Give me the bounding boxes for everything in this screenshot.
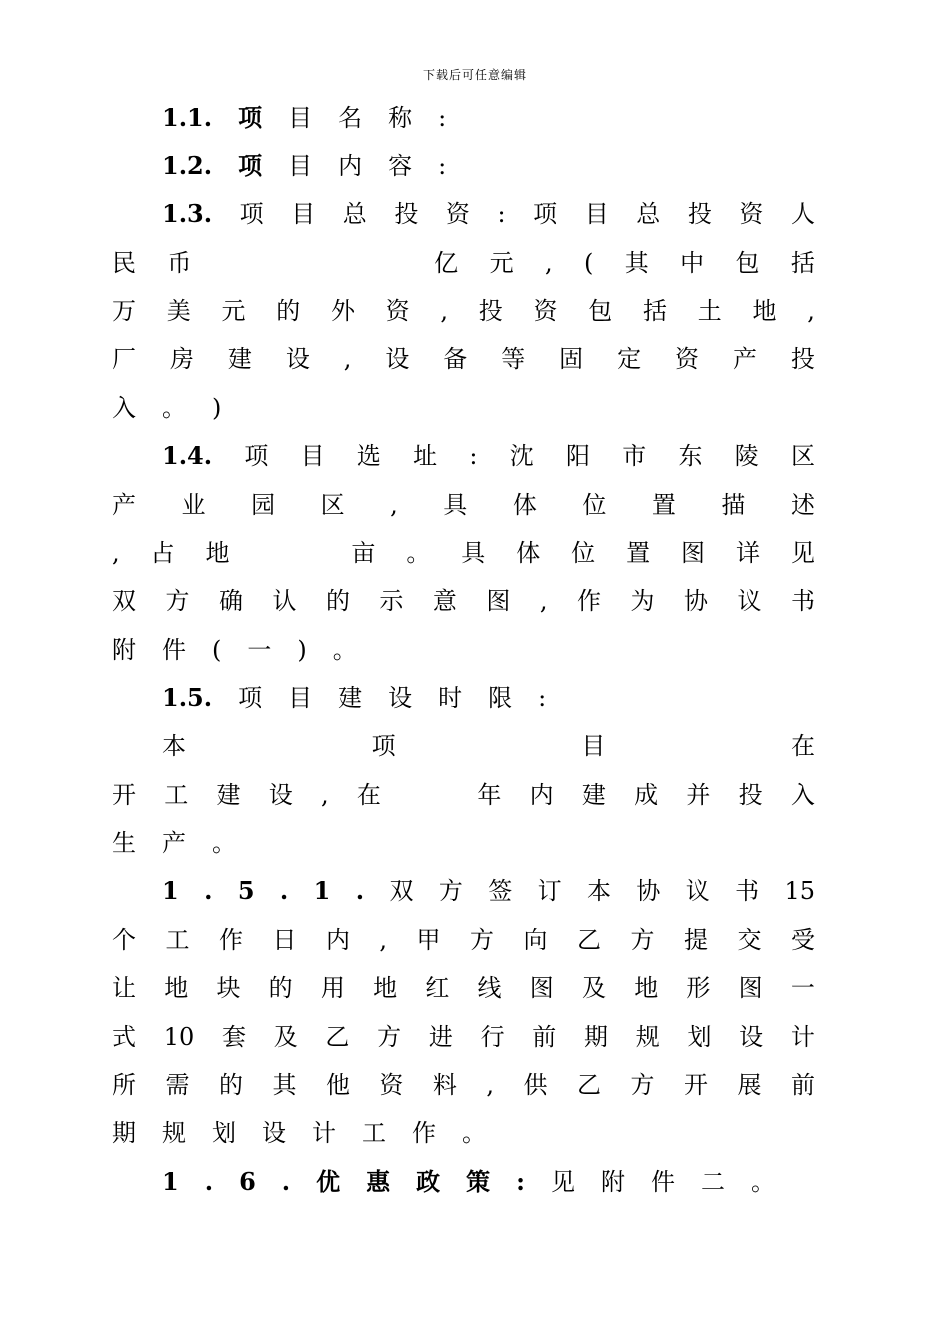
text-token: 优 <box>316 1167 341 1196</box>
text-token: 设 <box>388 684 413 712</box>
text-token: 资 <box>445 200 470 228</box>
text-token: 亿 <box>434 249 459 277</box>
text-token: 用 <box>320 974 345 1002</box>
text-token: 线 <box>477 974 502 1002</box>
text-token: 具 <box>461 539 486 567</box>
text-token: 1 <box>162 1167 179 1196</box>
text-token: 投 <box>790 345 815 373</box>
text-token: 元 <box>489 249 514 277</box>
text-token: 地 <box>752 297 777 325</box>
text-token: 外 <box>330 297 355 325</box>
text-line <box>112 248 815 278</box>
text-token: 议 <box>685 877 710 905</box>
text-token: 目 <box>288 684 313 712</box>
text-token: 元 <box>221 297 246 325</box>
text-token: 供 <box>523 1071 548 1099</box>
text-token: 区 <box>320 491 345 519</box>
text-token: 方 <box>630 1071 655 1099</box>
text-token: 惠 <box>366 1167 391 1196</box>
text-token: 区 <box>790 442 815 470</box>
text-token: 时 <box>438 684 463 712</box>
text-line <box>112 296 815 326</box>
text-line <box>162 441 815 471</box>
text-token: 块 <box>216 974 241 1002</box>
text-line <box>162 1167 815 1197</box>
text-token: 料 <box>432 1071 457 1099</box>
text-token: 及 <box>273 1023 298 1051</box>
text-token: 及 <box>581 974 606 1002</box>
text-line <box>112 344 815 374</box>
text-token: 的 <box>218 1071 243 1099</box>
text-token: 划 <box>212 1119 236 1147</box>
text-token: 民 <box>112 249 136 277</box>
text-token: 附 <box>112 636 136 664</box>
text-token: 10 <box>163 1023 195 1051</box>
text-token: 产 <box>732 345 757 373</box>
text-token: . <box>355 876 365 905</box>
text-token: 见 <box>790 539 815 567</box>
text-token: 所 <box>112 1071 136 1099</box>
text-token: , <box>486 1071 495 1099</box>
text-token: 6 <box>239 1167 256 1196</box>
text-token: 。 <box>406 539 431 567</box>
text-token: ( <box>212 636 222 664</box>
text-token: 一 <box>247 636 272 664</box>
text-token: 套 <box>221 1023 246 1051</box>
text-token: 开 <box>112 781 136 809</box>
text-token: 二 <box>700 1168 725 1196</box>
text-token: 件 <box>162 636 186 664</box>
text-token: 划 <box>687 1023 712 1051</box>
text-token: 乙 <box>577 1071 601 1099</box>
text-token: , <box>440 297 449 325</box>
text-token: 期 <box>112 1119 136 1147</box>
text-token: 置 <box>626 539 651 567</box>
text-token: 1 <box>162 876 179 905</box>
text-token: 包 <box>735 249 760 277</box>
text-token: 他 <box>325 1071 350 1099</box>
text-token: 项 <box>238 103 263 132</box>
text-token: 描 <box>721 491 746 519</box>
text-token: 具 <box>443 491 468 519</box>
text-token: 投 <box>738 781 763 809</box>
text-token: 5 <box>237 876 255 905</box>
text-token: 体 <box>516 539 541 567</box>
text-token: 协 <box>683 587 708 615</box>
text-token: 政 <box>416 1167 441 1196</box>
text-token: , <box>539 587 548 615</box>
text-token: 作 <box>577 587 601 615</box>
text-token: 并 <box>686 781 711 809</box>
text-token: 件 <box>650 1168 675 1196</box>
text-token: 位 <box>582 491 607 519</box>
text-token: 亩 <box>351 539 376 567</box>
text-token: 万 <box>112 297 136 325</box>
text-token: , <box>112 539 120 567</box>
text-token: 图 <box>529 974 554 1002</box>
text-token: 目 <box>288 152 313 180</box>
text-token: ) <box>297 636 307 664</box>
text-token: 固 <box>559 345 584 373</box>
text-token: 意 <box>432 587 457 615</box>
text-token: 容 <box>388 152 413 180</box>
text-token: 15 <box>784 877 815 905</box>
text-token: 双 <box>389 877 414 905</box>
text-token: 年 <box>477 781 502 809</box>
text-token: 工 <box>165 926 190 954</box>
text-token: 目 <box>291 200 316 228</box>
text-token: 规 <box>162 1119 186 1147</box>
text-token: : <box>538 684 547 712</box>
text-token: 目 <box>300 442 325 470</box>
text-token: 乙 <box>325 1023 350 1051</box>
text-token: 为 <box>630 587 655 615</box>
text-token: 项 <box>239 200 264 228</box>
text-token: 地 <box>205 539 230 567</box>
text-line <box>162 683 815 713</box>
text-token: 议 <box>737 587 762 615</box>
text-token: 方 <box>630 926 655 954</box>
text-line <box>112 490 815 520</box>
text-token: 地 <box>373 974 398 1002</box>
text-token: 资 <box>533 297 558 325</box>
text-token: 1.1. <box>162 103 213 132</box>
text-token: : <box>497 200 506 228</box>
text-token: 一 <box>790 974 815 1002</box>
text-token: 方 <box>438 877 463 905</box>
text-token: 产 <box>112 491 136 519</box>
text-token: 的 <box>325 587 350 615</box>
text-token: 订 <box>537 877 562 905</box>
text-token: 期 <box>584 1023 609 1051</box>
text-token: 括 <box>642 297 667 325</box>
text-token: 方 <box>165 587 190 615</box>
text-token: 红 <box>425 974 450 1002</box>
text-token: 占 <box>150 539 175 567</box>
text-token: 总 <box>636 200 661 228</box>
text-token: 陵 <box>734 442 759 470</box>
text-line <box>112 973 815 1003</box>
text-line <box>162 731 815 761</box>
text-line <box>162 103 815 133</box>
text-token: 目 <box>288 104 313 132</box>
text-token: 体 <box>512 491 537 519</box>
text-token: 美 <box>166 297 191 325</box>
text-token: 币 <box>167 249 192 277</box>
text-token: 。 <box>750 1168 775 1196</box>
text-token: 书 <box>790 587 815 615</box>
text-token: 双 <box>112 587 136 615</box>
text-token: 计 <box>312 1119 336 1147</box>
text-line <box>112 828 815 858</box>
text-token: ) <box>212 394 222 422</box>
text-token: 。 <box>332 636 357 664</box>
page-header: 下载后可任意编辑 <box>422 68 527 82</box>
text-token: 工 <box>164 781 189 809</box>
text-token: : <box>469 442 478 470</box>
text-token: 地 <box>634 974 659 1002</box>
text-token: 项 <box>238 151 263 180</box>
text-token: 开 <box>683 1071 708 1099</box>
text-token: 附 <box>600 1168 625 1196</box>
text-token: 项 <box>371 732 396 760</box>
text-token: 前 <box>790 1071 815 1099</box>
text-token: 。 <box>212 829 236 857</box>
text-token: 生 <box>112 829 136 857</box>
text-token: 设 <box>385 345 410 373</box>
text-token: 图 <box>681 539 706 567</box>
text-token: 建 <box>581 781 606 809</box>
text-line <box>112 393 815 423</box>
text-token: 资 <box>675 345 700 373</box>
text-token: 内 <box>338 152 363 180</box>
text-token: ( <box>583 249 594 277</box>
text-token: 定 <box>617 345 642 373</box>
text-token: 本 <box>162 732 186 760</box>
text-token: 包 <box>588 297 613 325</box>
text-token: 设 <box>739 1023 764 1051</box>
text-token: 建 <box>338 684 363 712</box>
text-token: . <box>279 876 289 905</box>
text-token: 成 <box>634 781 659 809</box>
text-token: 资 <box>739 200 764 228</box>
text-token: 1 <box>313 876 331 905</box>
text-token: 在 <box>356 781 381 809</box>
text-token: 设 <box>268 781 293 809</box>
text-token: 房 <box>169 345 194 373</box>
text-token: : <box>438 152 447 180</box>
text-token: 沈 <box>509 442 534 470</box>
text-token: 策 <box>466 1167 491 1196</box>
text-token: 作 <box>218 926 243 954</box>
text-token: , <box>343 345 352 373</box>
text-token: 建 <box>216 781 241 809</box>
text-token: 规 <box>635 1023 660 1051</box>
text-token: 行 <box>480 1023 505 1051</box>
text-line <box>112 780 815 810</box>
text-token: 提 <box>683 926 708 954</box>
text-line <box>112 538 815 568</box>
text-token: 括 <box>790 249 815 277</box>
text-token: 需 <box>165 1071 190 1099</box>
text-token: 厂 <box>112 345 136 373</box>
text-token: 项 <box>533 200 558 228</box>
text-token: 的 <box>268 974 293 1002</box>
text-token: 置 <box>651 491 676 519</box>
text-line <box>112 586 815 616</box>
text-token: 址 <box>413 442 438 470</box>
text-line <box>112 635 815 665</box>
text-token: 协 <box>636 877 661 905</box>
text-token: 阳 <box>565 442 590 470</box>
text-token: 名 <box>338 104 363 132</box>
text-line <box>162 199 815 229</box>
text-token: : <box>516 1167 525 1196</box>
text-token: 1.3. <box>162 199 213 228</box>
text-line <box>162 876 815 906</box>
text-token: 总 <box>342 200 367 228</box>
text-token: 内 <box>325 926 350 954</box>
text-token: 形 <box>686 974 711 1002</box>
text-token: 称 <box>388 104 413 132</box>
text-token: 设 <box>262 1119 286 1147</box>
text-token: 受 <box>790 926 815 954</box>
text-token: 备 <box>443 345 468 373</box>
text-token: 目 <box>584 200 609 228</box>
text-token: 东 <box>678 442 703 470</box>
text-token: 资 <box>379 1071 404 1099</box>
text-token: 业 <box>181 491 206 519</box>
text-token: 建 <box>227 345 252 373</box>
text-token: 见 <box>550 1168 575 1196</box>
text-token: 市 <box>622 442 647 470</box>
text-token: 前 <box>532 1023 557 1051</box>
text-token: 方 <box>470 926 495 954</box>
text-token: 投 <box>478 297 503 325</box>
text-token: 投 <box>687 200 712 228</box>
text-token: 在 <box>790 732 815 760</box>
text-token: 日 <box>272 926 297 954</box>
text-token: 投 <box>394 200 419 228</box>
text-line <box>112 1118 815 1148</box>
text-token: 方 <box>377 1023 402 1051</box>
text-token: 向 <box>523 926 548 954</box>
text-token: 述 <box>790 491 815 519</box>
text-token: 产 <box>162 829 186 857</box>
text-token: 乙 <box>577 926 601 954</box>
text-token: 展 <box>737 1071 762 1099</box>
text-token: 让 <box>112 974 136 1002</box>
text-token: 认 <box>272 587 297 615</box>
text-token: 设 <box>285 345 310 373</box>
text-token: 其 <box>624 249 649 277</box>
text-token: 项 <box>238 684 263 712</box>
text-token: 书 <box>735 877 760 905</box>
text-line <box>112 1070 815 1100</box>
text-token: 园 <box>251 491 276 519</box>
text-token: . <box>204 1167 214 1196</box>
text-token: 。 <box>162 394 186 422</box>
text-token: 限 <box>488 684 513 712</box>
text-token: 地 <box>164 974 189 1002</box>
text-token: , <box>544 249 553 277</box>
text-token: 计 <box>790 1023 815 1051</box>
text-token: 1.2. <box>162 151 213 180</box>
text-token: , <box>379 926 388 954</box>
text-line <box>112 925 815 955</box>
text-token: 中 <box>680 249 705 277</box>
text-token: 选 <box>356 442 381 470</box>
text-token: 项 <box>244 442 269 470</box>
text-token: 人 <box>790 200 815 228</box>
text-token: , <box>321 781 329 809</box>
text-token: 详 <box>735 539 760 567</box>
text-token: 示 <box>379 587 404 615</box>
text-token: 等 <box>501 345 526 373</box>
text-token: : <box>438 104 447 132</box>
text-token: 甲 <box>416 926 441 954</box>
text-line <box>112 1022 815 1052</box>
text-token: 本 <box>586 877 611 905</box>
text-token: 土 <box>697 297 722 325</box>
text-token: 图 <box>486 587 511 615</box>
text-token: 1.5. <box>162 683 213 712</box>
text-token: . <box>281 1167 291 1196</box>
text-token: 工 <box>362 1119 386 1147</box>
text-token: . <box>204 876 213 905</box>
text-token: , <box>390 491 398 519</box>
text-token: 。 <box>462 1119 486 1147</box>
text-token: 签 <box>488 877 513 905</box>
text-token: 入 <box>112 394 136 422</box>
text-token: 入 <box>790 781 815 809</box>
text-token: 内 <box>529 781 554 809</box>
text-token: 资 <box>385 297 410 325</box>
text-token: 个 <box>112 926 136 954</box>
text-token: 的 <box>276 297 301 325</box>
text-token: 位 <box>571 539 596 567</box>
text-token: 图 <box>738 974 763 1002</box>
text-token: 式 <box>112 1023 136 1051</box>
text-line <box>162 151 815 181</box>
text-token: 进 <box>428 1023 453 1051</box>
text-token: 交 <box>737 926 762 954</box>
text-token: 目 <box>581 732 606 760</box>
text-token: , <box>807 297 815 325</box>
text-token: 其 <box>272 1071 297 1099</box>
text-token: 1.4. <box>162 441 213 470</box>
text-token: 作 <box>412 1119 436 1147</box>
text-token: 确 <box>218 587 243 615</box>
